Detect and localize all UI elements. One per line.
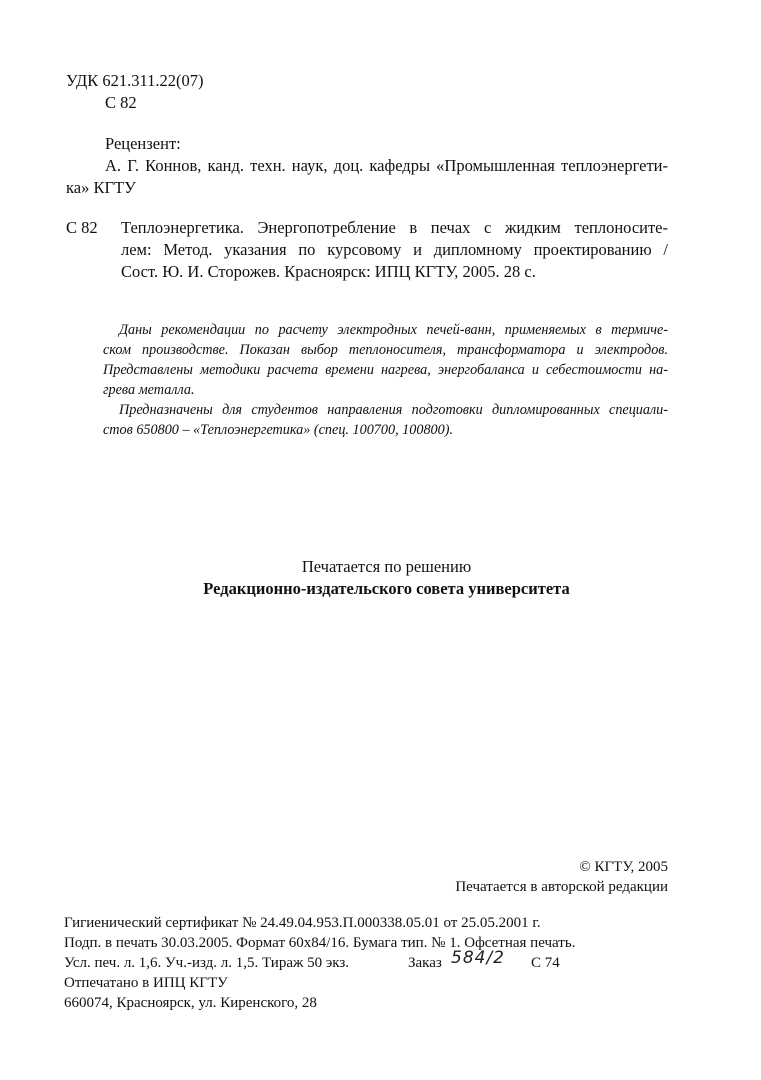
bibliography-line-1: Теплоэнергетика. Энергопотребление в печах с жидким теплоносите- [121, 218, 668, 237]
annotation-line-2: ском производстве. Показан выбор теплоносителя, трансформатора и электродов. [103, 342, 668, 358]
imprint-order-label: Заказ [408, 955, 442, 971]
approval-line-2-text: Редакционно-издательского совета университета [203, 579, 570, 598]
bbk-code: С 82 [105, 93, 137, 112]
copyright-line-2: Печатается в авторской редакции [455, 879, 668, 895]
reviewer-line-2: ка» КГТУ [66, 178, 136, 197]
bibliography-code: С 82 [66, 218, 98, 237]
approval-line-2 [0, 578, 761, 600]
approval-line-1: Печатается по решению [301, 557, 472, 576]
copyright-line-1: © КГТУ, 2005 [579, 859, 668, 875]
imprint-order-number: 584/2 [451, 948, 505, 968]
udk-code: УДК 621.311.22(07) [66, 71, 204, 90]
annotation-line-6: стов 650800 – «Теплоэнергетика» (спец. 100700, 100800). [103, 422, 453, 438]
imprint-line-1: Гигиенический сертификат № 24.49.04.953.П.000338.05.01 от 25.05.2001 г. [64, 915, 541, 931]
imprint-line-5: 660074, Красноярск, ул. Киренского, 28 [64, 995, 317, 1011]
imprint-line-3: Усл. печ. л. 1,6. Уч.-изд. л. 1,5. Тираж 50 экз. [64, 955, 350, 971]
reviewer-label: Рецензент: [105, 134, 181, 153]
imprint-line-4: Отпечатано в ИПЦ КГТУ [64, 975, 228, 991]
annotation-line-1: Даны рекомендации по расчету электродных печей-ванн, применяемых в термиче- [119, 322, 668, 338]
imprint-order-code: С 74 [531, 955, 560, 971]
annotation-line-3: Представлены методики расчета времени нагрева, энергобаланса и себестоимости на- [103, 362, 668, 378]
bibliography-line-2: лем: Метод. указания по курсовому и дипломному проектированию / [121, 240, 668, 259]
annotation-line-4: грева металла. [103, 382, 195, 398]
imprint-line-2: Подп. в печать 30.03.2005. Формат 60х84/16. Бумага тип. № 1. Офсетная печать. [64, 935, 576, 951]
reviewer-line-1: А. Г. Коннов, канд. техн. наук, доц. кафедры «Промышленная теплоэнергети- [105, 156, 668, 175]
bibliography-line-3: Сост. Ю. И. Сторожев. Красноярск: ИПЦ КГТУ, 2005. 28 с. [121, 262, 536, 281]
annotation-line-5: Предназначены для студентов направления подготовки дипломированных специали- [119, 402, 668, 418]
